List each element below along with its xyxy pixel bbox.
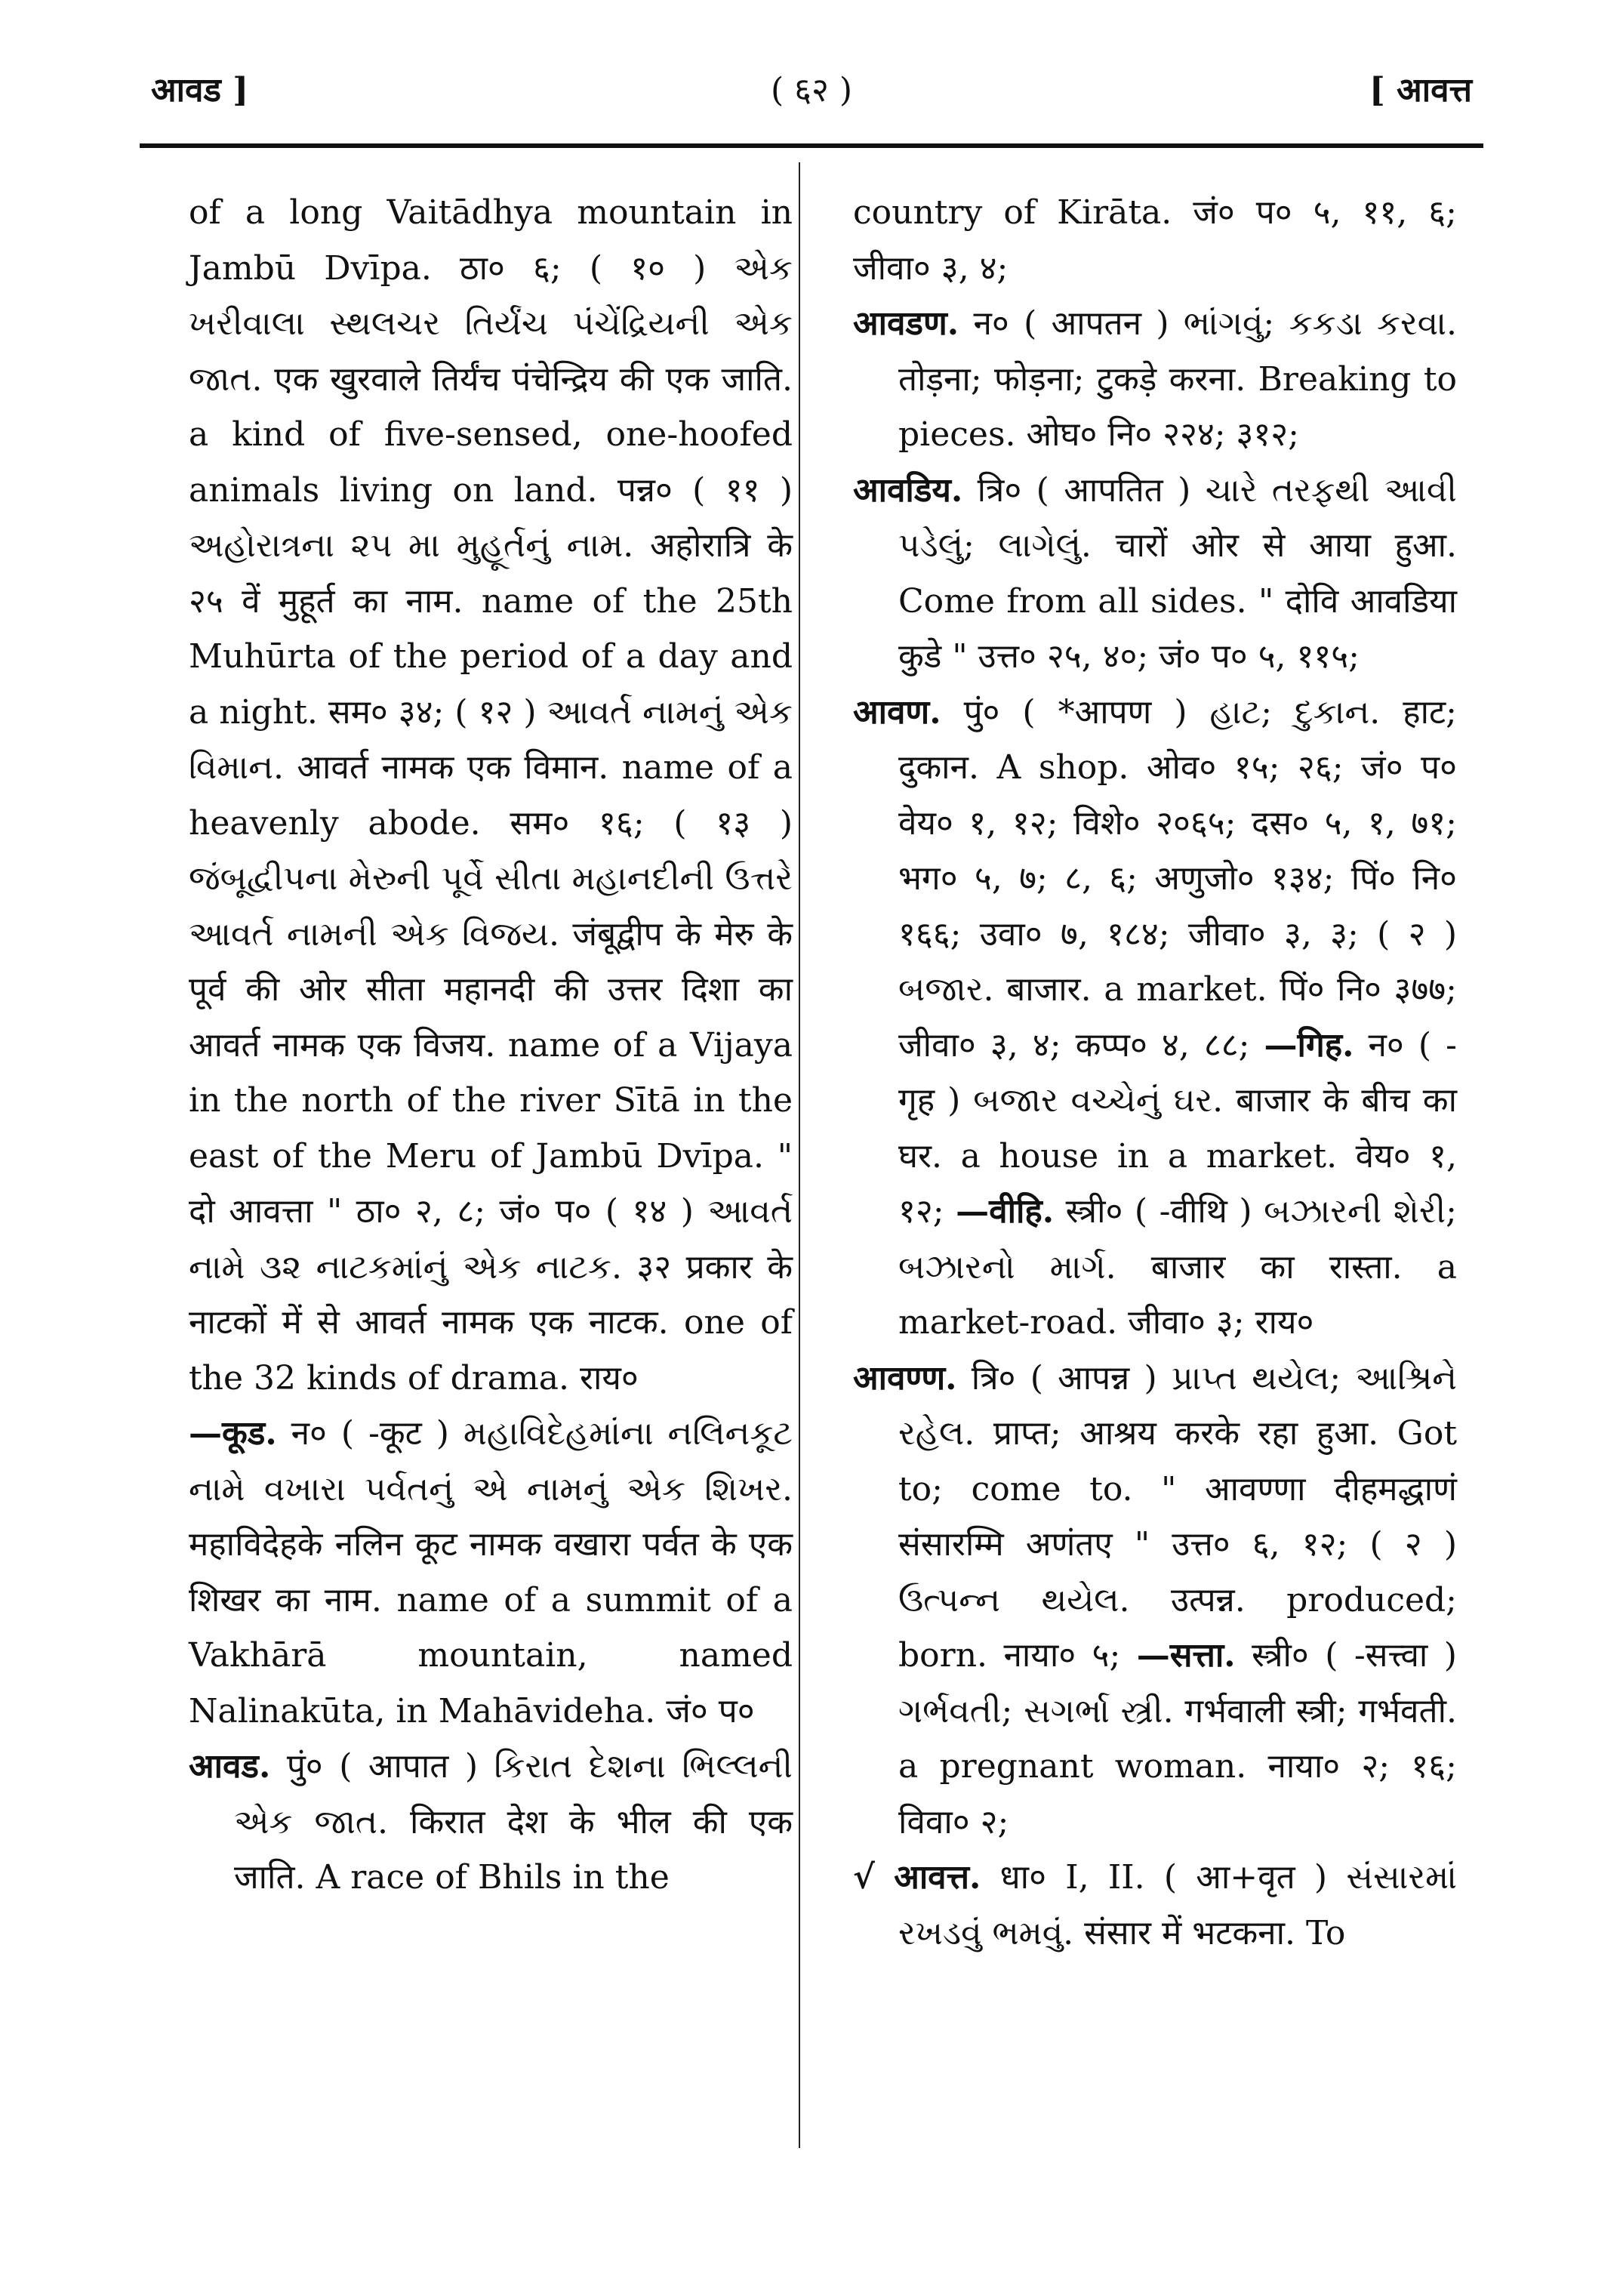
entry-aavadiya: [853, 463, 1457, 685]
entry-aavann: [853, 1351, 1457, 1851]
entry-body: धा० I, II. ( आ+वृत ) સંસારમાં રખડવું ભમવું. संसार में भटकना. To: [898, 1858, 1457, 1952]
entry-body: त्रि० ( आपन्न ) પ્રાપ્ત થયેલ; આશ્રિને રહેલ. प्राप्त; आश्रय करके रहा हुआ. Got to; come to. " आवण्णा दीहमद्धाणं संसारम्मि अणंतए " उत्त० ६, १२; ( २ ) ઉત્પન્ન થયેલ. उत्पन्न. produced; born. नाया० ५;: [898, 1358, 1457, 1675]
subentry-head: —गिह.: [1264, 1025, 1354, 1065]
entry-aavadan: [853, 296, 1457, 463]
subentry-body: न० ( -कूट ) મહાવિદેહમાંના નલિનકૂટ નામે વખારા પર્વતનું એ નામનું એક શિખર. महाविदेहके नलिन कूट नामक वखारा पर्वत के एक शिखर का नाम. name of a summit of a Vakhārā mountain, named Nalinakūta, in Mahāvideha. जं० प०: [189, 1414, 793, 1730]
headword: आवण.: [853, 692, 941, 732]
continued-entry-text: country of Kirāta. जं० प० ५, ११, ६; जीवा० ३, ४;: [853, 193, 1457, 288]
subentry-head: —कूड.: [189, 1414, 277, 1453]
headword: आवडिय.: [853, 470, 963, 510]
subentry-head: —सत्ता.: [1136, 1636, 1236, 1675]
subentry-body: स्त्री० ( -वीथि ) બઝારની શેરી; બઝારનો માર્ગ. बाजार का रास्ता. a market-road. जीवा० ३; राय०: [898, 1192, 1457, 1342]
page-number: ( ६२ ): [770, 71, 853, 109]
root-mark-icon: √: [853, 1858, 875, 1897]
entry-body: न० ( आपतन ) ભાંગવું; કકડા કરવા. तोड़ना; फोड़ना; टुकड़े करना. Breaking to pieces. ओघ० नि० २२४; ३१२;: [898, 304, 1457, 454]
entry-body: पुं० ( आपात ) કિરાત દેશના ભિલ્લની એક જાત. किरात देश के भील की एक जाति. A race of Bhils in the: [234, 1747, 793, 1897]
headword: आवडण.: [853, 304, 959, 343]
subentry-body: स्त्री० ( -सत्त्वा ) ગર્ભવતી; સગર્ભા સ્ત્રી. गर्भवाली स्त्री; गर्भवती. a pregnant woman. नाया० २; १६; विवा० २;: [898, 1636, 1457, 1841]
entry-body: त्रि० ( आपतित ) ચારે તરફથી આવી પડેલું; લાગેલું. चारों ओर से आया हुआ. Come from all sides. " दोवि आवडिया कुडे " उत्त० २५, ४०; जं० प० ५, ११५;: [898, 470, 1457, 676]
headword: आवण्ण.: [853, 1358, 957, 1398]
entry-aavad: [189, 1739, 793, 1906]
header-rule: [140, 143, 1483, 148]
headword: आवड.: [189, 1747, 271, 1786]
header-right-guideword: [ आवत्त: [1369, 71, 1472, 109]
header-left-guideword: आवड ]: [151, 71, 249, 109]
subentry-head: —वीहि.: [956, 1192, 1055, 1231]
right-column: [853, 185, 1457, 1961]
page-header: [151, 60, 1472, 121]
left-column: [189, 185, 793, 1906]
continued-entry-text: of a long Vaitādhya mountain in Jambū Dvīpa. ठा० ६; ( १० ) એક ખરીવાલા સ્થલચર તિર્યંચ પંચેંદ્રિયની એક જાત. एक खुरवाले तिर्यंच पंचेन्द्रिय की एक जाति. a kind of five-sensed, one-hoofed animals living on land. पन्न० ( ११ ) અહોરાત્રના ૨૫ મા મુહૂર્તનું નામ. अहोरात्रि के २५ वें मुहूर्त का नाम. name of the 25th Muhūrta of the period of a day and a night. सम० ३४; ( १२ ) આવર્ત નામનું એક વિમાન. आवर्त नामक एक विमान. name of a heavenly abode. सम० १६; ( १३ ) જંબૂદ્વીપના મેરુની પૂર્વે સીતા મહાનદીની ઉત્તરે આવર્ત નામની એક વિજય. जंबूद्वीप के मेरु के पूर्व की ओर सीता महानदी की उत्तर दिशा का आवर्त नामक एक विजय. name of a Vijaya in the north of the river Sītā in the east of the Meru of Jambū Dvīpa. " दो आवत्ता " ठा० २, ८; जं० प० ( १४ ) આવર્ત નામે ૩૨ નાટકમાંનું એક નાટક. ३२ प्रकार के नाटकों में से आवर्त नामक एक नाटक. one of the 32 kinds of drama. राय०: [189, 193, 793, 1398]
column-divider: [799, 162, 800, 2148]
entry-aavan: [853, 685, 1457, 1351]
entry-body: पुं० ( *आपण ) હાટ; દુકાન. हाट; दुकान. A shop. ओव० १५; २६; जं० प० वेय० १, १२; विशे० २०६५; दस० ५, १, ७१; भग० ५, ७; ८, ६; अणुजो० १३४; पिं० नि० १६६; उवा० ७, १८४; जीवा० ३, ३; ( २ ) બજાર. बाजार. a market. पिं० नि० ३७७; जीवा० ३, ४; कप्प० ४, ८८;: [898, 692, 1457, 1065]
entry-aavatt: [853, 1850, 1457, 1961]
subentry-kuda: [189, 1406, 793, 1739]
headword: आवत्त.: [894, 1858, 981, 1897]
subentry-body: न० ( -गृह ) બજાર વચ્ચેનું ઘર. बाजार के बीच का घर. a house in a market. वेय० १, १२;: [898, 1025, 1458, 1231]
